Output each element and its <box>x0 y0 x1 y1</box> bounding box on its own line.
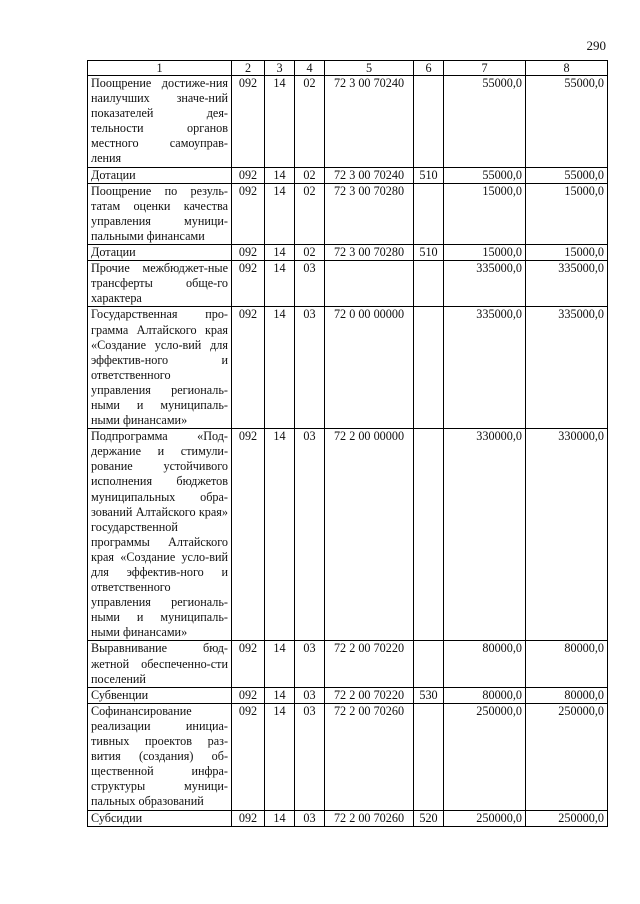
row-name-cell: Поощрение достиже-ния наилучших значе-ний показателей дея-тельности органов местного самоуправ-ления <box>88 76 232 168</box>
column-header-8: 8 <box>526 61 608 76</box>
row-amount-2-cell: 335000,0 <box>526 261 608 307</box>
row-subsection-cell: 02 <box>295 167 325 183</box>
column-header-3: 3 <box>265 61 295 76</box>
row-amount-2-cell: 55000,0 <box>526 167 608 183</box>
row-amount-1-cell: 80000,0 <box>444 641 526 687</box>
row-amount-2-cell: 335000,0 <box>526 307 608 429</box>
row-target-code-cell <box>325 261 414 307</box>
row-subsection-cell: 03 <box>295 307 325 429</box>
table-row <box>88 703 608 810</box>
table-row <box>88 167 608 183</box>
column-header-4: 4 <box>295 61 325 76</box>
row-name-cell: Субвенции <box>88 687 232 703</box>
row-section-cell: 14 <box>265 703 295 810</box>
page-number: 290 <box>586 38 606 53</box>
row-expense-type-cell <box>414 76 444 168</box>
column-header-2: 2 <box>232 61 265 76</box>
row-section-cell: 14 <box>265 429 295 641</box>
row-section-cell: 14 <box>265 183 295 244</box>
row-section-cell: 14 <box>265 167 295 183</box>
row-amount-1-cell: 330000,0 <box>444 429 526 641</box>
table-row <box>88 307 608 429</box>
row-amount-1-cell: 80000,0 <box>444 687 526 703</box>
row-target-code-cell: 72 2 00 00000 <box>325 429 414 641</box>
row-name-cell: Выравнивание бюд-жетной обеспеченно-сти поселений <box>88 641 232 687</box>
row-amount-2-cell: 15000,0 <box>526 245 608 261</box>
row-admin-code-cell: 092 <box>232 167 265 183</box>
row-amount-1-cell: 335000,0 <box>444 307 526 429</box>
row-expense-type-cell: 510 <box>414 245 444 261</box>
row-admin-code-cell: 092 <box>232 183 265 244</box>
table-row <box>88 76 608 168</box>
row-amount-2-cell: 250000,0 <box>526 703 608 810</box>
row-expense-type-cell: 530 <box>414 687 444 703</box>
row-name-cell: Субсидии <box>88 810 232 826</box>
row-target-code-cell: 72 3 00 70240 <box>325 167 414 183</box>
row-admin-code-cell: 092 <box>232 429 265 641</box>
column-header-6: 6 <box>414 61 444 76</box>
row-target-code-cell: 72 3 00 70280 <box>325 183 414 244</box>
row-amount-1-cell: 335000,0 <box>444 261 526 307</box>
row-expense-type-cell <box>414 641 444 687</box>
row-admin-code-cell: 092 <box>232 307 265 429</box>
row-amount-1-cell: 250000,0 <box>444 703 526 810</box>
table-row <box>88 429 608 641</box>
row-target-code-cell: 72 3 00 70280 <box>325 245 414 261</box>
table-body <box>88 76 608 827</box>
row-name-cell: Поощрение по резуль-татам оценки качества управления муници-пальными финансами <box>88 183 232 244</box>
row-amount-2-cell: 80000,0 <box>526 641 608 687</box>
row-admin-code-cell: 092 <box>232 245 265 261</box>
row-subsection-cell: 03 <box>295 261 325 307</box>
row-target-code-cell: 72 3 00 70240 <box>325 76 414 168</box>
row-name-cell: Дотации <box>88 167 232 183</box>
row-section-cell: 14 <box>265 76 295 168</box>
row-amount-1-cell: 15000,0 <box>444 183 526 244</box>
row-expense-type-cell <box>414 261 444 307</box>
column-header-5: 5 <box>325 61 414 76</box>
row-section-cell: 14 <box>265 687 295 703</box>
row-admin-code-cell: 092 <box>232 76 265 168</box>
row-section-cell: 14 <box>265 245 295 261</box>
budget-table <box>87 60 608 827</box>
row-section-cell: 14 <box>265 641 295 687</box>
row-expense-type-cell <box>414 307 444 429</box>
row-expense-type-cell <box>414 703 444 810</box>
row-section-cell: 14 <box>265 261 295 307</box>
row-section-cell: 14 <box>265 810 295 826</box>
column-header-1: 1 <box>88 61 232 76</box>
row-admin-code-cell: 092 <box>232 703 265 810</box>
table-row <box>88 245 608 261</box>
row-name-cell: Дотации <box>88 245 232 261</box>
table-row <box>88 261 608 307</box>
row-expense-type-cell <box>414 183 444 244</box>
row-subsection-cell: 02 <box>295 183 325 244</box>
row-subsection-cell: 03 <box>295 810 325 826</box>
row-amount-1-cell: 15000,0 <box>444 245 526 261</box>
row-expense-type-cell: 510 <box>414 167 444 183</box>
row-target-code-cell: 72 2 00 70260 <box>325 810 414 826</box>
table-row <box>88 183 608 244</box>
header-row <box>88 61 608 76</box>
row-expense-type-cell: 520 <box>414 810 444 826</box>
row-target-code-cell: 72 2 00 70220 <box>325 641 414 687</box>
row-section-cell: 14 <box>265 307 295 429</box>
row-name-cell: Прочие межбюджет-ные трансферты обще-го характера <box>88 261 232 307</box>
row-amount-1-cell: 55000,0 <box>444 167 526 183</box>
row-subsection-cell: 02 <box>295 76 325 168</box>
row-amount-2-cell: 250000,0 <box>526 810 608 826</box>
row-admin-code-cell: 092 <box>232 641 265 687</box>
row-amount-2-cell: 80000,0 <box>526 687 608 703</box>
row-amount-1-cell: 55000,0 <box>444 76 526 168</box>
row-target-code-cell: 72 2 00 70260 <box>325 703 414 810</box>
table-row <box>88 810 608 826</box>
row-subsection-cell: 03 <box>295 703 325 810</box>
row-amount-1-cell: 250000,0 <box>444 810 526 826</box>
column-header-7: 7 <box>444 61 526 76</box>
row-amount-2-cell: 330000,0 <box>526 429 608 641</box>
row-name-cell: Софинансирование реализации инициа-тивных проектов раз-вития (создания) об-щественной инфра-структуры муници-пальных образований <box>88 703 232 810</box>
row-admin-code-cell: 092 <box>232 810 265 826</box>
row-amount-2-cell: 15000,0 <box>526 183 608 244</box>
row-subsection-cell: 03 <box>295 641 325 687</box>
row-expense-type-cell <box>414 429 444 641</box>
row-subsection-cell: 03 <box>295 429 325 641</box>
table-row <box>88 687 608 703</box>
row-amount-2-cell: 55000,0 <box>526 76 608 168</box>
row-target-code-cell: 72 0 00 00000 <box>325 307 414 429</box>
row-subsection-cell: 02 <box>295 245 325 261</box>
row-name-cell: Государственная про-грамма Алтайского края «Создание усло-вий для эффектив-ного и ответственного управления региональ-ными и муниципаль-ными финансами» <box>88 307 232 429</box>
row-subsection-cell: 03 <box>295 687 325 703</box>
table-row <box>88 641 608 687</box>
row-name-cell: Подпрограмма «Под-держание и стимули-рование устойчивого исполнения бюджетов муниципальных обра-зований Алтайского края» государственной программы Алтайского края «Создание усло-вий для эффектив-ного и ответственного управления региональ-ными и муниципаль-ными финансами» <box>88 429 232 641</box>
row-admin-code-cell: 092 <box>232 261 265 307</box>
row-target-code-cell: 72 2 00 70220 <box>325 687 414 703</box>
row-admin-code-cell: 092 <box>232 687 265 703</box>
